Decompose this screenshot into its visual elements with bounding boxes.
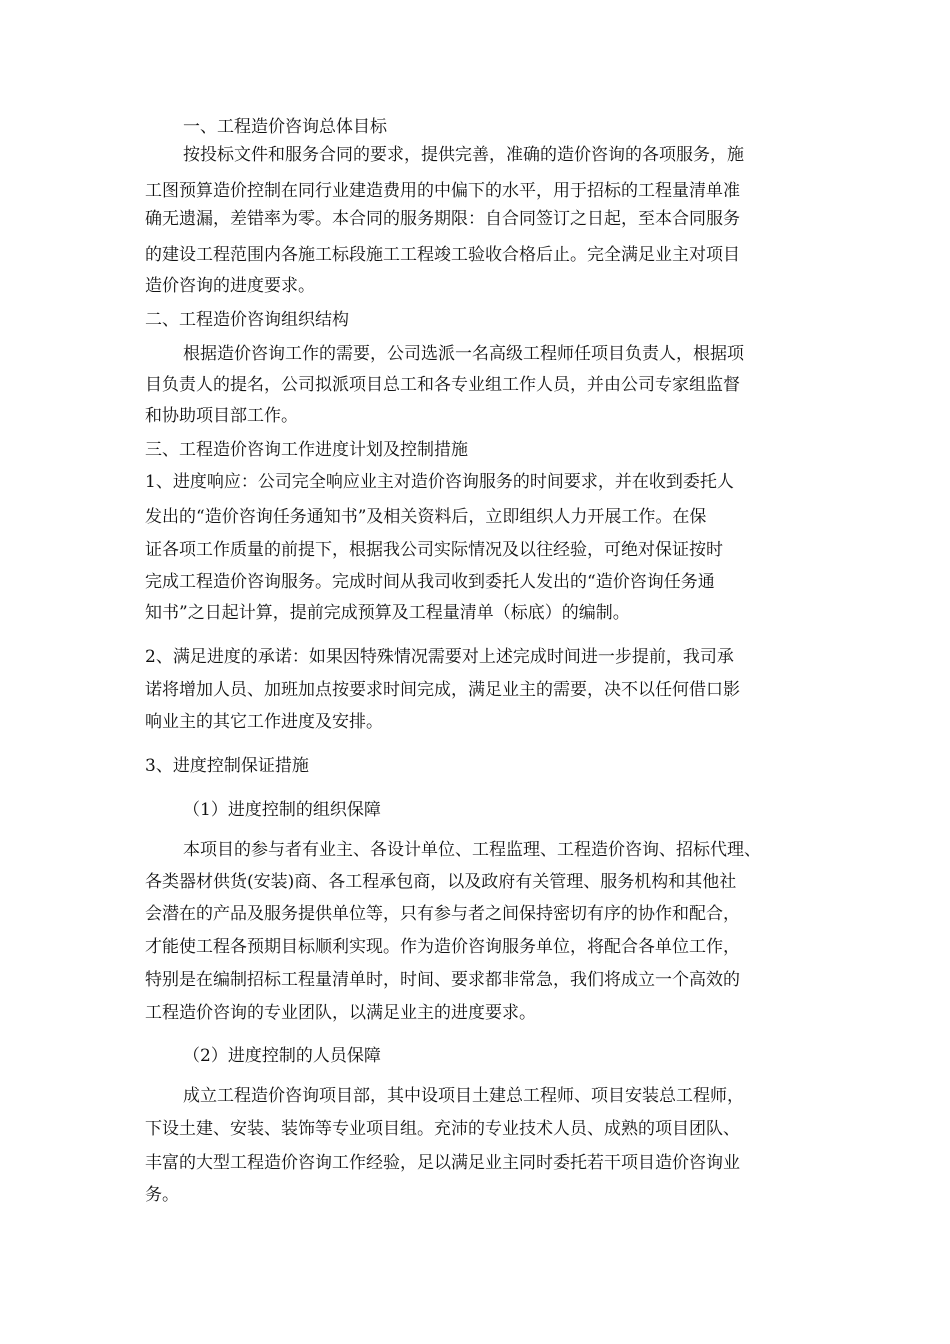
list-item-line: 诺将增加人员、加班加点按要求时间完成，满足业主的需要，决不以任何借口影: [145, 680, 740, 700]
section-heading: 三、工程造价咨询工作进度计划及控制措施: [145, 440, 468, 460]
paragraph-line: 会潜在的产品及服务提供单位等，只有参与者之间保持密切有序的协作和配合，: [145, 904, 740, 924]
paragraph-line: 才能使工程各预期目标顺利实现。作为造价咨询服务单位，将配合各单位工作，: [145, 937, 740, 957]
paragraph-line: 确无遗漏，差错率为零。本合同的服务期限：自合同签订之日起，至本合同服务: [145, 209, 740, 229]
section-heading: 二、工程造价咨询组织结构: [145, 310, 349, 330]
list-item-line: 证各项工作质量的前提下，根据我公司实际情况及以往经验，可绝对保证按时: [145, 540, 723, 560]
paragraph-line: 根据造价咨询工作的需要，公司选派一名高级工程师任项目负责人，根据项: [183, 344, 744, 364]
paragraph-line: 目负责人的提名，公司拟派项目总工和各专业组工作人员，并由公司专家组监督: [145, 375, 740, 395]
list-item-line: 2、满足进度的承诺：如果因特殊情况需要对上述完成时间进一步提前，我司承: [145, 647, 734, 667]
paragraph-line: 工程造价咨询的专业团队，以满足业主的进度要求。: [145, 1003, 536, 1023]
paragraph-line: 各类器材供货(安装)商、各工程承包商，以及政府有关管理、服务机构和其他社: [145, 872, 737, 892]
paragraph-line: 本项目的参与者有业主、各设计单位、工程监理、工程造价咨询、招标代理、: [183, 840, 761, 860]
paragraph-line: 造价咨询的进度要求。: [145, 276, 315, 296]
list-item-line: 响业主的其它工作进度及安排。: [145, 712, 383, 732]
paragraph-line: 特别是在编制招标工程量清单时，时间、要求都非常急，我们将成立一个高效的: [145, 970, 740, 990]
subsection-heading: （1）进度控制的组织保障: [183, 800, 381, 820]
section-heading: 一、工程造价咨询总体目标: [183, 117, 387, 137]
paragraph-line: 丰富的大型工程造价咨询工作经验，足以满足业主同时委托若干项目造价咨询业: [145, 1153, 740, 1173]
paragraph-line: 下设土建、安装、装饰等专业项目组。充沛的专业技术人员、成熟的项目团队、: [145, 1119, 740, 1139]
subsection-heading: 3、进度控制保证措施: [145, 756, 309, 776]
paragraph-line: 和协助项目部工作。: [145, 406, 298, 426]
paragraph-line: 务。: [145, 1185, 179, 1205]
list-item-line: 完成工程造价咨询服务。完成时间从我司收到委托人发出的“造价咨询任务通: [145, 572, 715, 592]
list-item-line: 1、进度响应：公司完全响应业主对造价咨询服务的时间要求，并在收到委托人: [145, 472, 734, 492]
paragraph-line: 的建设工程范围内各施工标段施工工程竣工验收合格后止。完全满足业主对项目: [145, 245, 740, 265]
paragraph-line: 成立工程造价咨询项目部，其中设项目土建总工程师、项目安装总工程师，: [183, 1086, 744, 1106]
subsection-heading: （2）进度控制的人员保障: [183, 1046, 381, 1066]
list-item-line: 发出的“造价咨询任务通知书”及相关资料后，立即组织人力开展工作。在保: [145, 507, 707, 527]
list-item-line: 知书”之日起计算，提前完成预算及工程量清单（标底）的编制。: [145, 603, 630, 623]
paragraph-line: 按投标文件和服务合同的要求，提供完善，准确的造价咨询的各项服务，施: [183, 145, 744, 165]
paragraph-line: 工图预算造价控制在同行业建造费用的中偏下的水平，用于招标的工程量清单准: [145, 181, 740, 201]
